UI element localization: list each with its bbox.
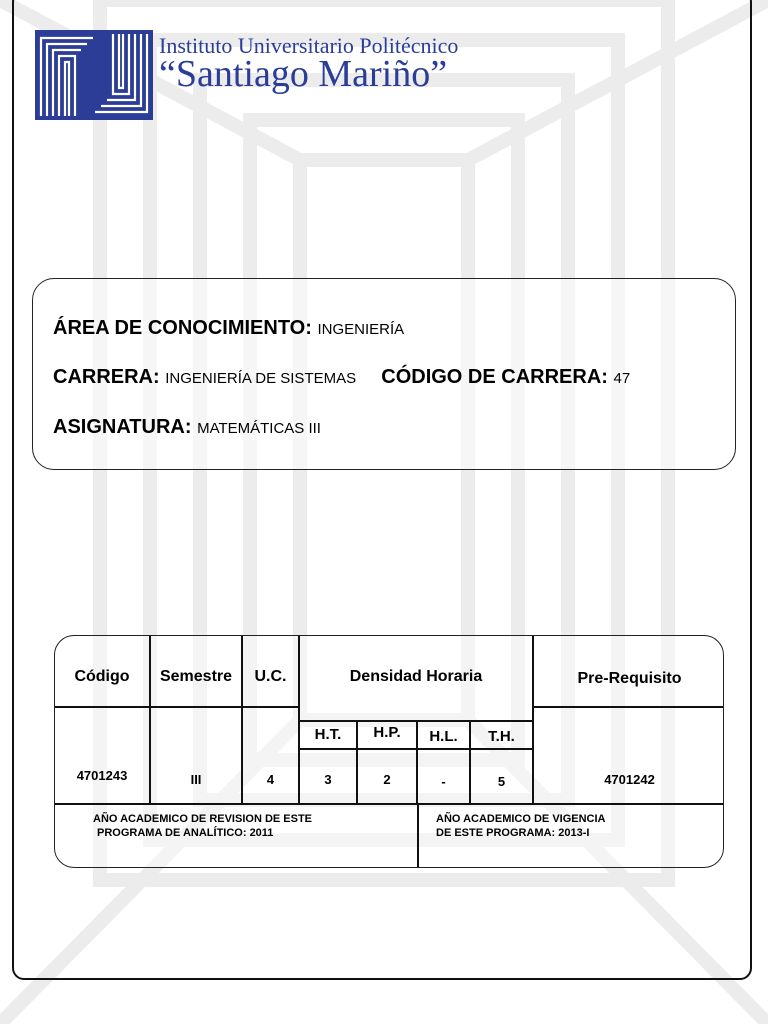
note-vigencia [436, 812, 606, 840]
institution-name [159, 33, 459, 95]
carrera-label: CARRERA: [53, 366, 160, 388]
note-revision-line2: PROGRAMA DE ANALÍTICO: 2011 [97, 827, 274, 839]
asignatura-row [53, 416, 321, 439]
course-info-box [32, 278, 736, 470]
header-densidad-horaria: Densidad Horaria [349, 668, 483, 685]
value-codigo: 4701243 [76, 768, 128, 783]
codigo-carrera-value: 47 [613, 370, 631, 387]
value-th: 5 [497, 774, 506, 789]
value-semestre: III [190, 772, 202, 787]
subheader-th: T.H. [488, 728, 515, 745]
area-row [53, 317, 404, 340]
subheader-hl: H.L. [429, 728, 458, 745]
header-codigo: Código [74, 668, 130, 685]
note-vigencia-line2: DE ESTE PROGRAMA: 2013-I [436, 827, 590, 839]
asignatura-value: MATEMÁTICAS III [197, 420, 321, 437]
area-label: ÁREA DE CONOCIMIENTO: [53, 317, 312, 339]
institution-name-line1: Instituto Universitario Politécnico [159, 33, 459, 58]
asignatura-label: ASIGNATURA: [53, 416, 192, 438]
note-revision-line1: AÑO ACADEMICO DE REVISION DE ESTE [93, 813, 313, 825]
subheader-hp: H.P. [373, 724, 401, 741]
value-hl: - [441, 774, 446, 789]
course-data-table [54, 635, 724, 868]
institution-name-line2: “Santiago Mariño” [159, 53, 448, 95]
logo-mark-icon [35, 30, 153, 120]
value-prerequisito: 4701242 [604, 772, 655, 787]
header-uc: U.C. [254, 668, 287, 685]
note-revision [93, 812, 312, 840]
carrera-row [53, 366, 630, 389]
header-semestre: Semestre [159, 668, 233, 685]
value-hp: 2 [383, 772, 391, 787]
value-ht: 3 [324, 772, 332, 787]
value-uc: 4 [266, 772, 275, 787]
codigo-carrera-label: CÓDIGO DE CARRERA: [381, 366, 608, 388]
area-value: INGENIERÍA [317, 321, 405, 338]
note-vigencia-line1: AÑO ACADEMICO DE VIGENCIA [436, 813, 606, 825]
institution-logo [35, 30, 458, 120]
subheader-ht: H.T. [314, 726, 342, 743]
carrera-value: INGENIERÍA DE SISTEMAS [165, 370, 357, 387]
header-prerequisito: Pre-Requisito [577, 670, 682, 687]
